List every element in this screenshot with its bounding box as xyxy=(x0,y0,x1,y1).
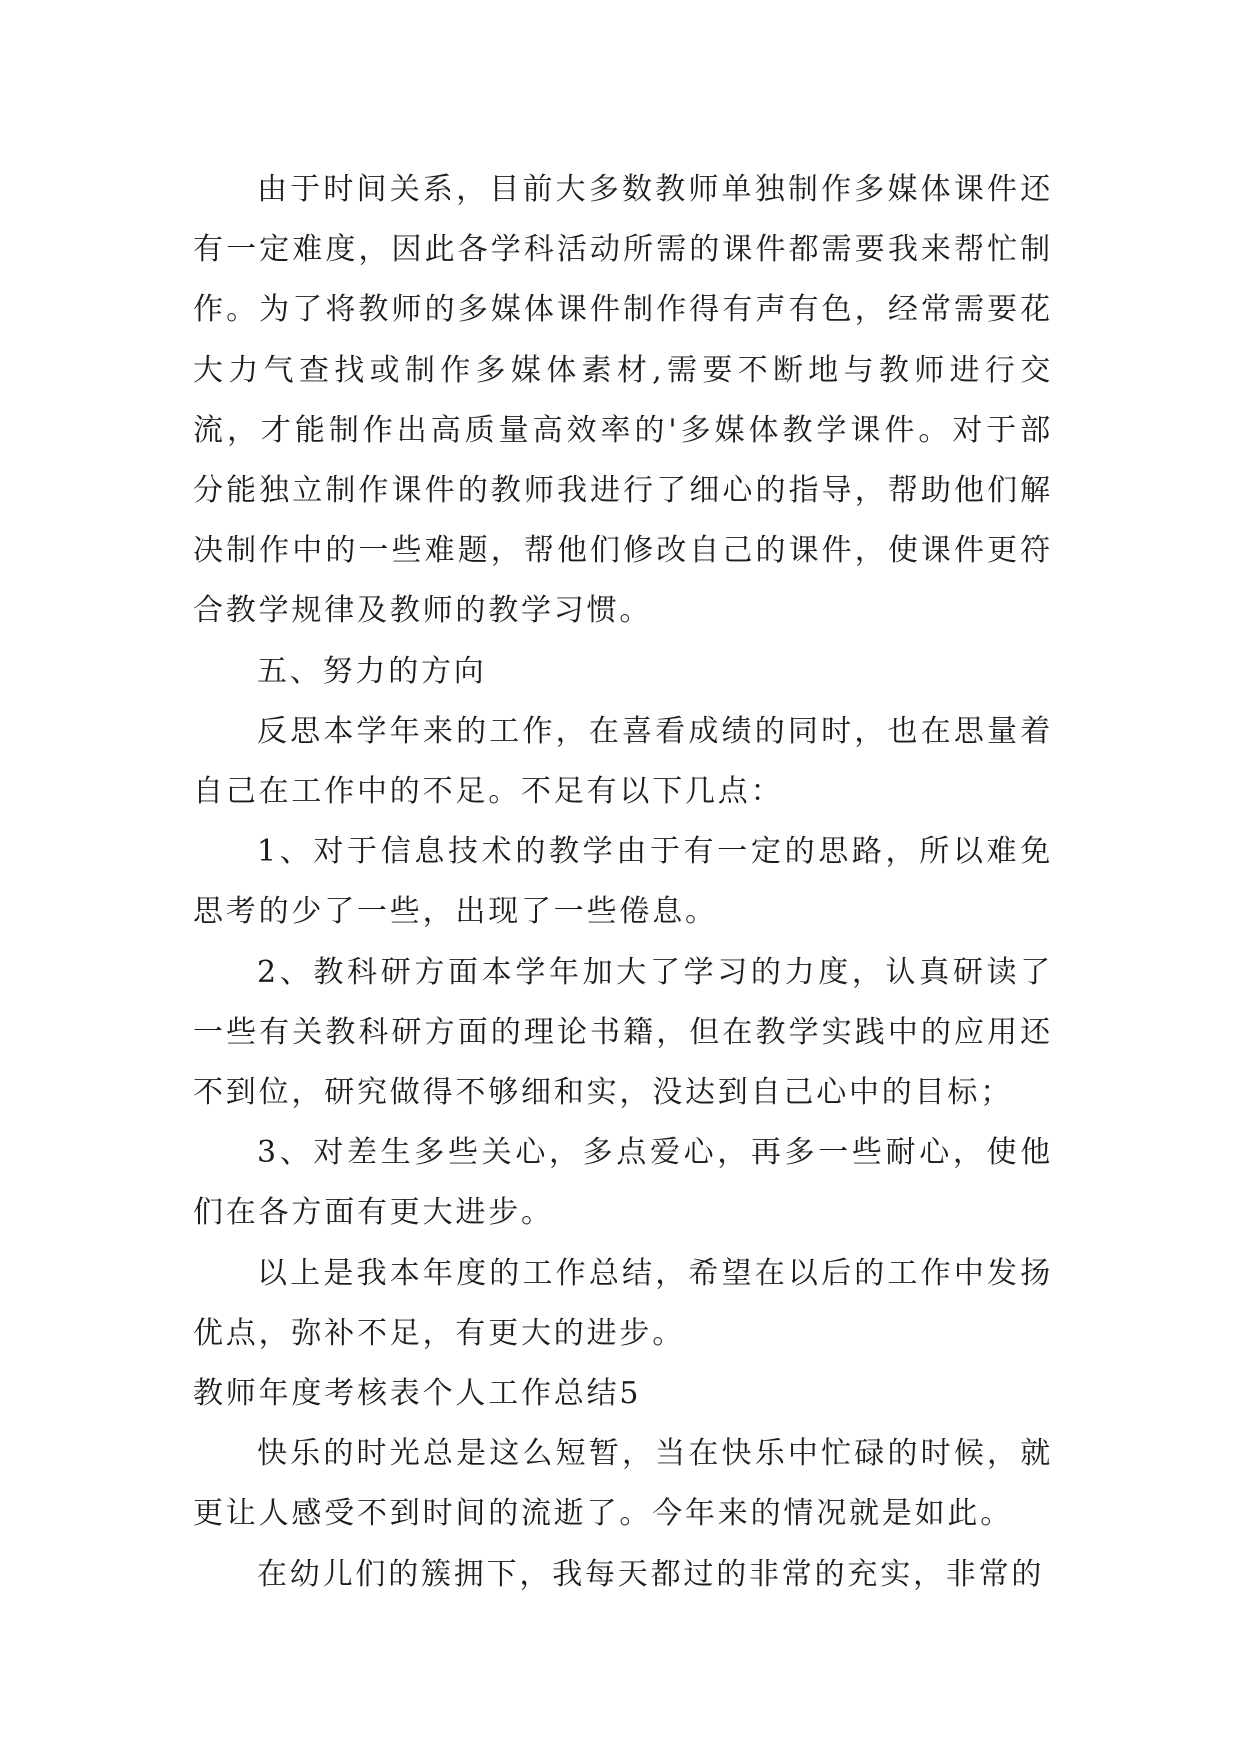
list-item-2: 2、教科研方面本学年加大了学习的力度，认真研读了一些有关教科研方面的理论书籍，但在教学实践中的应用还不到位，研究做得不够细和实，没达到自己心中的目标； xyxy=(193,954,1053,1111)
article-title: 教师年度考核表个人工作总结5 xyxy=(193,1376,642,1412)
paragraph-reflection: 反思本学年来的工作，在喜看成绩的同时，也在思量着自己在工作中的不足。不足有以下几点： xyxy=(193,713,1053,810)
list-item-1: 1、对于信息技术的教学由于有一定的思路，所以难免思考的少了一些，出现了一些倦息。 xyxy=(193,834,1053,930)
section-heading-direction: 五、努力的方向 xyxy=(257,653,487,689)
paragraph-children: 在幼儿们的簇拥下，我每天都过的非常的充实，非常的 xyxy=(257,1556,1045,1592)
paragraph-conclusion: 以上是我本年度的工作总结，希望在以后的工作中发扬优点，弥补不足，有更大的进步。 xyxy=(193,1255,1053,1351)
paragraph-happy-time: 快乐的时光总是这么短暂，当在快乐中忙碌的时候，就更让人感受不到时间的流逝了。今年来的情况就是如此。 xyxy=(193,1436,1053,1532)
list-item-3: 3、对差生多些关心，多点爱心，再多一些耐心，使他们在各方面有更大进步。 xyxy=(193,1135,1053,1231)
document-body xyxy=(193,160,1053,1605)
paragraph-courseware: 由于时间关系，目前大多数教师单独制作多媒体课件还有一定难度，因此各学科活动所需的课件都需要我来帮忙制作。为了将教师的多媒体课件制作得有声有色，经常需要花大力气查找或制作多媒体素材,需要不断地与教师进行交流，才能制作出高质量高效率的'多媒体教学课件。对于部分能独立制作课件的教师我进行了细心的指导，帮助他们解决制作中的一些难题，帮他们修改自己的课件，使课件更符合教学规律及教师的教学习惯。 xyxy=(193,172,1053,629)
